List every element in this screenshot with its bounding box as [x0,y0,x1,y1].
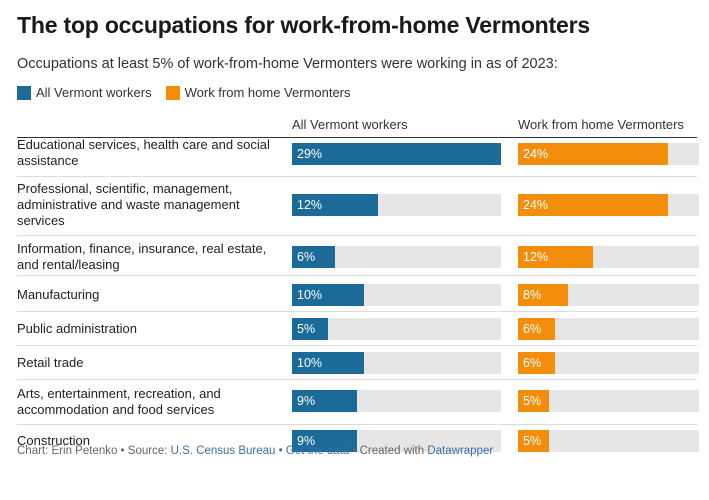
bar-value-label: 6% [523,356,542,370]
datawrapper-link[interactable]: Datawrapper [427,445,494,457]
bar-wfh [518,390,549,412]
bar-all-workers [292,143,501,165]
legend-label-all-workers: All Vermont workers [36,85,152,100]
bar-wfh [518,194,668,216]
bar-track-wfh [518,284,699,306]
legend-item-wfh [166,85,351,100]
bar-track-wfh [518,390,699,412]
column-header-wfh: Work from home Vermonters [518,117,684,132]
legend-swatch-wfh [166,86,180,100]
bar-track-all-workers [292,246,501,268]
bar-track-wfh [518,246,699,268]
bar-wfh [518,352,555,374]
bar-all-workers [292,246,335,268]
bar-wfh [518,430,549,452]
bar-value-label: 12% [523,250,549,264]
bar-all-workers [292,318,328,340]
category-label: Educational services, health care and social assistance [17,137,270,168]
bar-track-all-workers [292,284,501,306]
chart-subtitle: Occupations at least 5% of work-from-home Vermonters were working in as of 2023: [17,56,558,72]
legend-label-wfh: Work from home Vermonters [184,85,351,100]
row-divider [17,311,697,312]
row-divider [17,235,697,236]
legend-item-all-workers [17,85,152,100]
bar-value-label: 24% [523,198,549,212]
footer-credit: Chart: Erin Petenko • Source: [17,445,171,457]
bar-wfh [518,143,668,165]
bar-track-all-workers [292,390,501,412]
bar-track-wfh [518,430,699,452]
get-data-link[interactable]: Get the data [285,445,350,457]
category-label: Retail trade [17,355,84,370]
category-label: Professional, scientific, management, administrative and waste management services [17,181,240,228]
bar-value-label: 5% [297,322,316,336]
chart-title: The top occupations for work-from-home Vermonters [17,12,590,38]
bar-value-label: 5% [523,394,542,408]
bar-value-label: 24% [523,147,549,161]
bar-value-label: 6% [523,322,542,336]
row-divider [17,275,697,276]
bar-all-workers [292,194,378,216]
bar-track-wfh [518,143,699,165]
footer-separator: • [275,445,286,457]
category-label: Information, finance, insurance, real estate, and rental/leasing [17,241,267,272]
column-header-all-workers: All Vermont workers [292,117,408,132]
bar-value-label: 9% [297,434,316,448]
bar-wfh [518,284,568,306]
bar-value-label: 5% [523,434,542,448]
row-divider [17,379,697,380]
bar-value-label: 29% [297,147,323,161]
source-link[interactable]: U.S. Census Bureau [170,445,276,457]
legend-swatch-all-workers [17,86,31,100]
category-label: Public administration [17,321,137,336]
bar-track-all-workers [292,194,501,216]
bar-value-label: 6% [297,250,316,264]
bar-value-label: 10% [297,288,323,302]
row-divider [17,345,697,346]
bar-wfh [518,318,555,340]
legend [17,85,365,100]
category-label: Manufacturing [17,287,100,302]
bar-track-wfh [518,352,699,374]
row-divider [17,424,697,425]
bar-value-label: 8% [523,288,542,302]
bar-track-all-workers [292,143,501,165]
bar-value-label: 9% [297,394,316,408]
bar-wfh [518,246,593,268]
category-label: Arts, entertainment, recreation, and accommodation and food services [17,386,221,417]
bar-all-workers [292,390,357,412]
bar-track-all-workers [292,352,501,374]
bar-value-label: 10% [297,356,323,370]
bar-all-workers [292,352,364,374]
bar-track-wfh [518,194,699,216]
chart-footer [17,445,493,457]
bar-all-workers [292,284,364,306]
footer-created-with: • Created with [349,445,428,457]
bar-track-wfh [518,318,699,340]
bar-value-label: 12% [297,198,323,212]
row-divider [17,176,697,177]
bar-track-all-workers [292,318,501,340]
category-label: Construction [17,433,90,448]
